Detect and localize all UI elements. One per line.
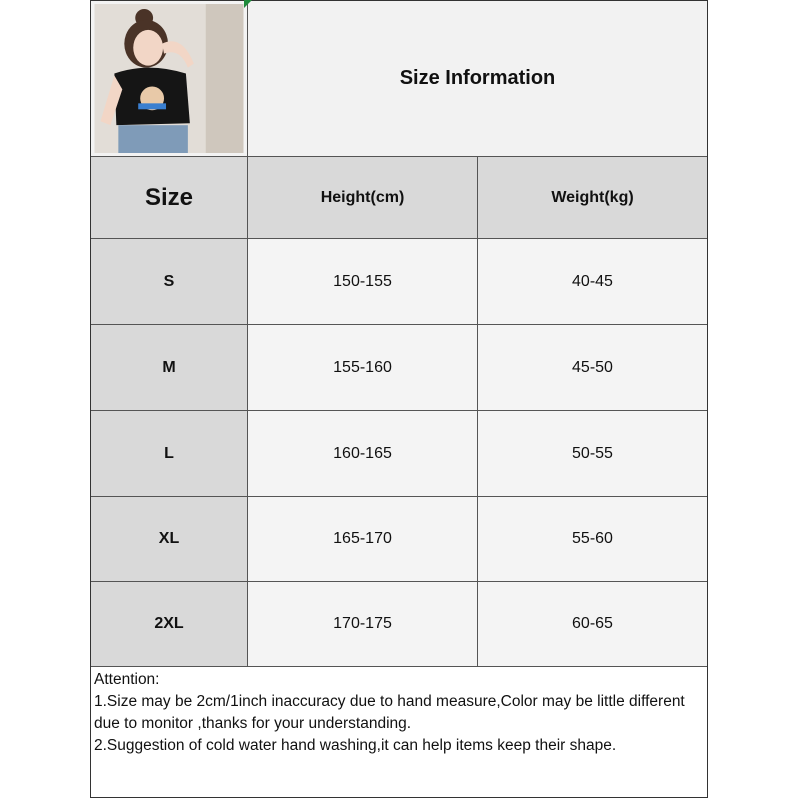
weight-cell: 55-60 — [478, 497, 707, 582]
height-cell: 170-175 — [248, 582, 478, 667]
product-photo — [91, 1, 248, 157]
height-cell: 160-165 — [248, 411, 478, 497]
size-cell: L — [91, 411, 248, 497]
height-cell: 150-155 — [248, 239, 478, 325]
height-cell: 155-160 — [248, 325, 478, 411]
size-column-header: Size — [91, 157, 248, 239]
size-chart — [90, 0, 708, 798]
size-cell: S — [91, 239, 248, 325]
notes-line-1: 1.Size may be 2cm/1inch inaccuracy due to hand measure,Color may be little different due to monitor ,thanks for your understanding. — [94, 693, 685, 732]
size-cell: 2XL — [91, 582, 248, 667]
height-cell: 165-170 — [248, 497, 478, 582]
weight-column-header: Weight(kg) — [478, 157, 707, 239]
weight-cell: 50-55 — [478, 411, 707, 497]
notes-line-2: 2.Suggestion of cold water hand washing,it can help items keep their shape. — [94, 737, 617, 754]
height-column-header: Height(cm) — [248, 157, 478, 239]
cell-marker-icon — [244, 0, 252, 8]
size-cell: XL — [91, 497, 248, 582]
weight-cell: 45-50 — [478, 325, 707, 411]
weight-cell: 40-45 — [478, 239, 707, 325]
model-photo-icon — [94, 4, 244, 153]
weight-cell: 60-65 — [478, 582, 707, 667]
attention-notes — [91, 667, 707, 797]
notes-heading: Attention: — [94, 671, 160, 688]
size-cell: M — [91, 325, 248, 411]
chart-title: Size Information — [248, 1, 707, 157]
